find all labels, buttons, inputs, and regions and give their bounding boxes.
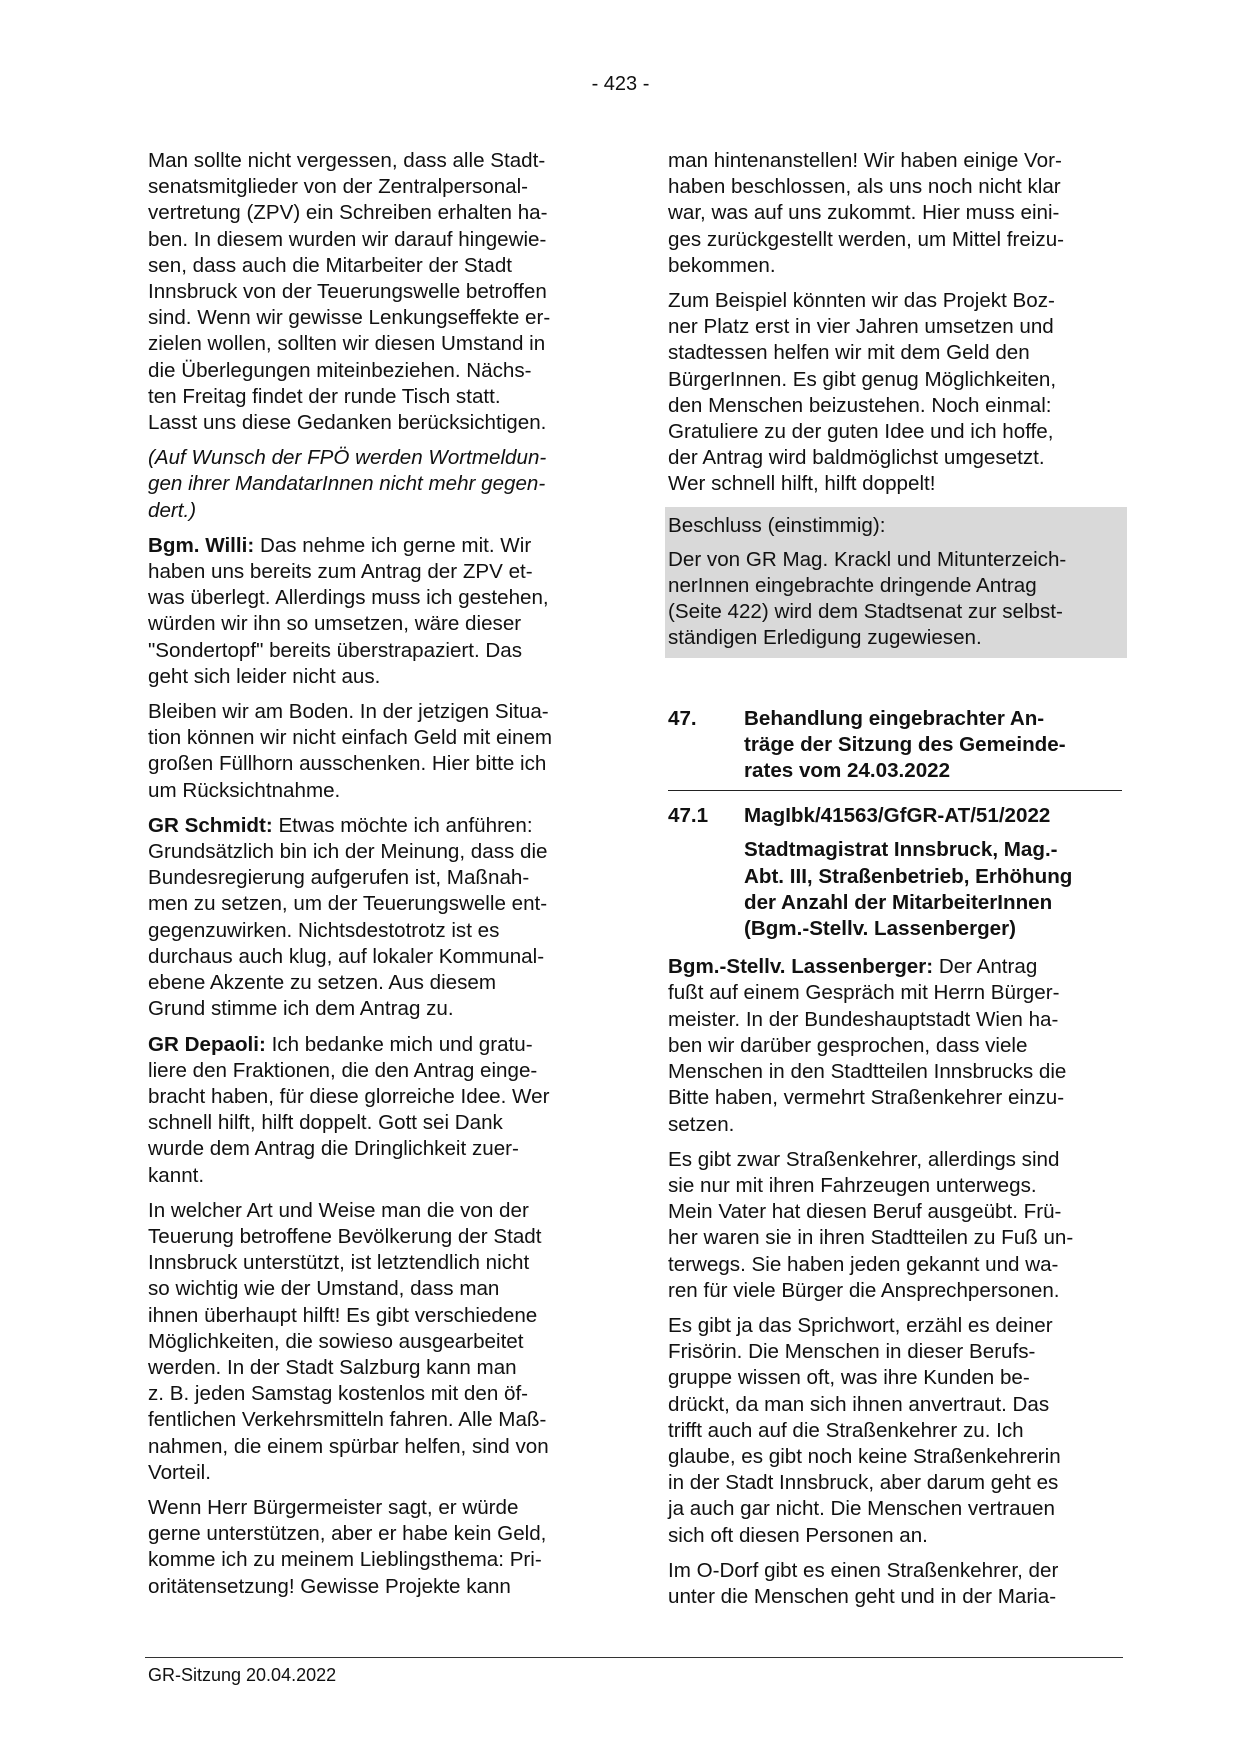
text-line: Mein Vater hat diesen Beruf ausgeübt. Frü- [668,1200,1062,1224]
resolution-box [665,507,1127,658]
text-line: ten Freitag findet der runde Tisch statt. [148,384,501,408]
text-line: Menschen in den Stadtteilen Innsbrucks die [668,1060,1067,1084]
text-line: ben. In diesem wurden wir darauf hingewie- [148,227,547,251]
text-line: liere den Fraktionen, die den Antrag einge- [148,1058,538,1082]
paragraph [668,1313,1122,1549]
text-line: drückt, da man sich ihnen anvertraut. Das [668,1392,1050,1416]
text-line: nerInnen eingebrachte dringende Antrag [668,574,1037,598]
text-line: Im O-Dorf gibt es einen Straßenkehrer, der [668,1558,1059,1582]
text-line: setzen. [668,1112,735,1136]
subsection-title [744,837,1122,942]
text-line: Wer schnell hilft, hilft doppelt! [668,472,936,496]
text-line: Lasst uns diese Gedanken berücksichtigen. [148,411,547,435]
text-line: Zum Beispiel könnten wir das Projekt Boz- [668,289,1055,313]
text-line: (Bgm.-Stellv. Lassenberger) [744,917,1016,941]
text-line: man hintenanstellen! Wir haben einige Vor- [668,149,1062,172]
text-line: geht sich leider nicht aus. [148,664,381,688]
text-line: ihnen überhaupt hilft! Es gibt verschiedene [148,1303,538,1327]
speaker-name: Bgm.-Stellv. Lassenberger: [668,955,934,979]
text-line: was überlegt. Allerdings muss ich gestehen, [148,586,549,610]
resolution-label: Beschluss (einstimmig): [668,513,886,537]
text-line: Frisörin. Die Menschen in dieser Berufs- [668,1340,1036,1364]
text-line: der Antrag wird baldmöglichst umgesetzt. [668,446,1045,470]
text-line: glaube, es gibt noch keine Straßenkehrerin [668,1444,1061,1468]
resolution-text [668,547,1124,652]
text-line: meister. In der Bundeshauptstadt Wien ha- [668,1007,1059,1031]
text-line: tion können wir nicht einfach Geld mit einem [148,726,553,750]
text-line: um Rücksichtnahme. [148,778,341,802]
text-line: Vorteil. [148,1460,211,1484]
text-line: bracht haben, für diese glorreiche Idee. Wer [148,1084,550,1108]
text-line: ebene Akzente zu setzen. Aus diesem [148,971,497,995]
text-line: senatsmitglieder von der Zentralpersonal- [148,175,529,199]
text-line: gruppe wissen oft, was ihre Kunden be- [668,1366,1030,1390]
subsection-number: 47.1 [668,804,709,828]
text-line: so wichtig wie der Umstand, dass man [148,1277,500,1301]
text-line: Es gibt zwar Straßenkehrer, allerdings sind [668,1147,1060,1171]
text-line: z. B. jeden Samstag kostenlos mit den öf- [148,1382,529,1406]
speaker-name: Bgm. Willi: [148,533,255,557]
section-title [744,706,1066,785]
speech-text: Das nehme ich gerne mit. Wir [254,533,532,557]
text-line: ren für viele Bürger die Ansprechpersonen. [668,1278,1060,1302]
text-line: Bundesregierung aufgerufen ist, Maßnah- [148,866,530,890]
section-heading [668,706,1122,789]
text-line: gegenzuwirken. Nichtsdestotrotz ist es [148,918,500,942]
text-line: Es gibt ja das Sprichwort, erzähl es deiner [668,1313,1053,1337]
text-line: Wenn Herr Bürgermeister sagt, er würde [148,1495,519,1519]
paragraph [148,148,602,436]
text-line [668,954,1122,980]
text-line: die Überlegungen miteinbeziehen. Nächs- [148,358,532,382]
text-line: Stadtmagistrat Innsbruck, Mag.- [744,838,1058,862]
text-line: Gratuliere zu der guten Idee und ich hoffe, [668,420,1054,444]
text-line: BürgerInnen. Es gibt genug Möglichkeiten, [668,367,1057,391]
footer-session-date: GR-Sitzung 20.04.2022 [148,1665,337,1685]
text-line: men zu setzen, um der Teuerungswelle ent- [148,892,548,916]
editorial-note [148,445,602,524]
right-column [668,148,1122,1619]
text-line: oritätensetzung! Gewisse Projekte kann [148,1574,511,1598]
right-column-top-text [668,148,1122,498]
speech-paragraph [148,1032,602,1189]
text-line: ständigen Erledigung zugewiesen. [668,626,982,650]
text-line: sen, dass auch die Mitarbeiter der Stadt [148,253,513,277]
text-line: bekommen. [668,253,776,277]
paragraph [668,1147,1122,1304]
text-line: (Seite 422) wird dem Stadtsenat zur selbst- [668,600,1063,624]
paragraph [668,288,1122,498]
text-line: war, was auf uns zukommt. Hier muss eini- [668,201,1060,225]
text-line: haben beschlossen, als uns noch nicht klar [668,175,1061,199]
text-line: Behandlung eingebrachter An- [744,706,1045,730]
text-line: Grundsätzlich bin ich der Meinung, dass die [148,840,548,864]
left-column [148,148,602,1609]
text-line: durchaus auch klug, auf lokaler Kommunal- [148,944,545,968]
text-line: würden wir ihn so umsetzen, wäre dieser [148,612,522,636]
paragraph [668,1558,1122,1610]
text-line: sind. Wenn wir gewisse Lenkungseffekte er- [148,306,551,330]
text-line: Teuerung betroffene Bevölkerung der Stadt [148,1224,542,1248]
text-line: ben wir darüber gesprochen, dass viele [668,1033,1028,1057]
text-line: den Menschen beizustehen. Noch einmal: [668,393,1052,417]
section-divider [668,790,1122,791]
text-line: sich oft diesen Personen an. [668,1523,928,1547]
footer-divider [145,1657,1123,1658]
text-line [148,1032,602,1058]
text-line: fußt auf einem Gespräch mit Herrn Bürger- [668,981,1060,1005]
text-line: gen ihrer MandatarInnen nicht mehr gegen- [148,472,546,496]
text-line: ges zurückgestellt werden, um Mittel freizu- [668,227,1065,251]
text-line: Grund stimme ich dem Antrag zu. [148,997,454,1021]
text-line: vertretung (ZPV) ein Schreiben erhalten ha- [148,201,548,225]
speech-text: Etwas möchte ich anführen: [272,813,533,837]
speech-text: Der Antrag [933,955,1038,979]
text-line [148,813,602,839]
text-line: der Anzahl der MitarbeiterInnen [744,890,1053,914]
text-line: großen Füllhorn ausschenken. Hier bitte ich [148,752,547,776]
speaker-name: GR Depaoli: [148,1032,266,1056]
page-number: - 423 - [591,73,650,95]
text-line: träge der Sitzung des Gemeinde- [744,732,1066,756]
text-line: "Sondertopf" bereits überstrapaziert. Das [148,638,523,662]
text-line: Man sollte nicht vergessen, dass alle Stadt- [148,149,546,172]
text-line: Innsbruck unterstützt, ist letztendlich nicht [148,1251,530,1275]
text-line: Abt. III, Straßenbetrieb, Erhöhung [744,864,1073,888]
text-line: In welcher Art und Weise man die von der [148,1198,529,1222]
text-line: sie nur mit ihren Fahrzeugen unterwegs. [668,1173,1037,1197]
text-line: werden. In der Stadt Salzburg kann man [148,1355,517,1379]
text-line: unter die Menschen geht und in der Maria- [668,1584,1057,1608]
speech-paragraph [148,533,602,690]
text-line: nahmen, die einem spürbar helfen, sind von [148,1434,549,1458]
text-line: komme ich zu meinem Lieblingsthema: Pri- [148,1548,542,1572]
text-line: ja auch gar nicht. Die Menschen vertrauen [668,1497,1055,1521]
text-line: in der Stadt Innsbruck, aber darum geht es [668,1471,1059,1495]
text-line: haben uns bereits zum Antrag der ZPV et- [148,560,533,584]
text-line: stadtessen helfen wir mit dem Geld den [668,341,1030,365]
text-line: (Auf Wunsch der FPÖ werden Wortmeldun- [148,446,547,470]
text-line: Bleiben wir am Boden. In der jetzigen Situa- [148,700,549,724]
text-line: ner Platz erst in vier Jahren umsetzen und [668,315,1054,339]
speaker-name: GR Schmidt: [148,813,273,837]
text-line: fentlichen Verkehrsmitteln fahren. Alle Maß- [148,1408,547,1432]
text-line: gerne unterstützen, aber er habe kein Geld, [148,1522,547,1546]
paragraph [148,1198,602,1486]
speech-paragraph [668,954,1122,1137]
text-line: Innsbruck von der Teuerungswelle betroffen [148,280,547,304]
paragraph [148,1495,602,1600]
speech-text: Ich bedanke mich und gratu- [265,1032,533,1056]
text-line: kannt. [148,1163,205,1187]
text-line: rates vom 24.03.2022 [744,759,951,783]
text-line: Der von GR Mag. Krackl und Mitunterzeich- [668,547,1067,571]
text-line: her waren sie in ihren Stadtteilen zu Fuß un- [668,1226,1074,1250]
text-line: dert.) [148,498,197,522]
paragraph [148,699,602,804]
section-number: 47. [668,706,697,730]
text-line: Möglichkeiten, die sowieso ausgearbeitet [148,1329,524,1353]
subsection-reference: MagIbk/41563/GfGR-AT/51/2022 [744,804,1051,828]
text-line: wurde dem Antrag die Dringlichkeit zuer- [148,1137,519,1161]
paragraph [668,148,1122,279]
text-line: trifft auch auf die Straßenkehrer zu. Ich [668,1418,1024,1442]
text-line: Bitte haben, vermehrt Straßenkehrer einzu- [668,1086,1065,1110]
text-line: schnell hilft, hilft doppelt. Gott sei Dank [148,1111,503,1135]
text-line [148,533,602,559]
text-line: terwegs. Sie haben jeden gekannt und wa- [668,1252,1059,1276]
subsection-heading [668,803,1122,829]
speech-paragraph [148,813,602,1023]
text-line: zielen wollen, sollten wir diesen Umstand in [148,332,546,356]
right-column-bottom-text [668,954,1122,1610]
